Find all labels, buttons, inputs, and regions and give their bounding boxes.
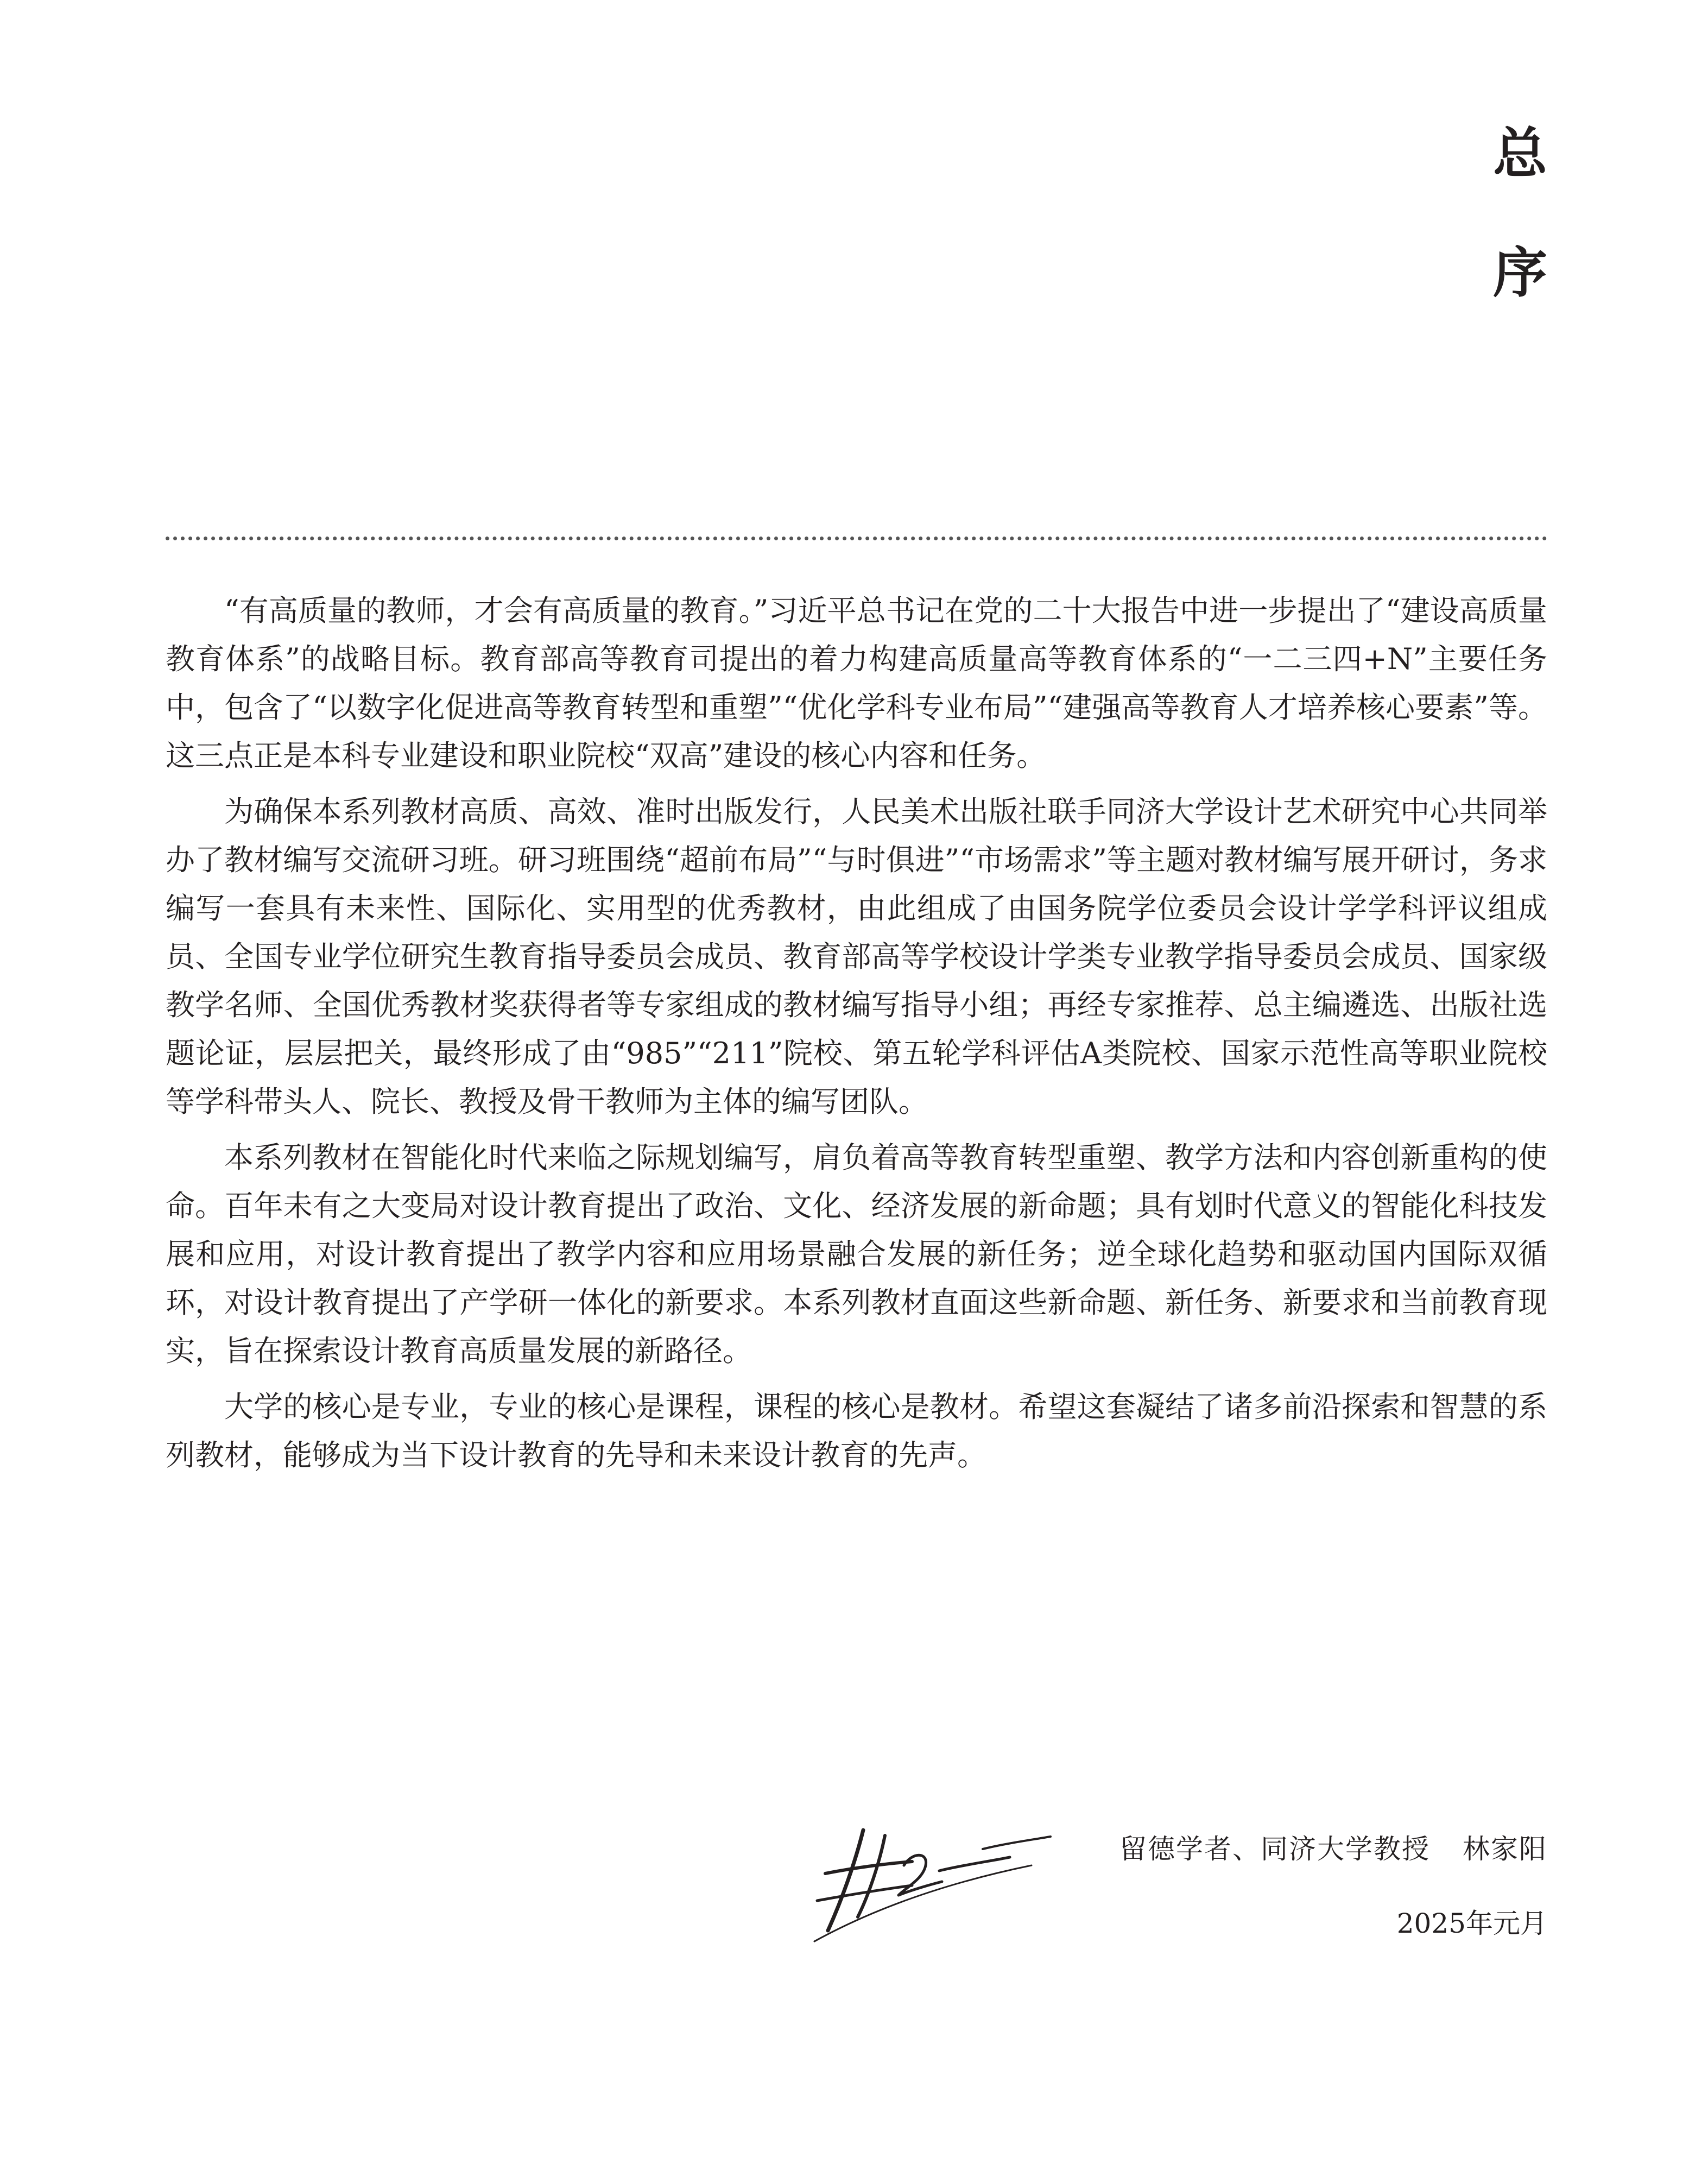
signature-icon [804, 1814, 1059, 1950]
date: 2025年元月 [1396, 1908, 1547, 1939]
preface-body [166, 586, 1547, 1487]
title-char-1: 总 [1493, 121, 1547, 185]
paragraph-4: 大学的核心是专业，专业的核心是课程，课程的核心是教材。希望这套凝结了诸多前沿探索和智慧的系列教材，能够成为当下设计教育的先导和未来设计教育的先声。 [166, 1390, 1547, 1472]
title-char-2: 序 [1493, 241, 1547, 305]
paragraph-3: 本系列教材在智能化时代来临之际规划编写，肩负着高等教育转型重塑、教学方法和内容创新重构的使命。百年未有之大变局对设计教育提出了政治、文化、经济发展的新命题；具有划时代意义的智能化科技发展和应用，对设计教育提出了教学内容和应用场景融合发展的新任务；逆全球化趋势和驱动国内国际双循环，对设计教育提出了产学研一体化的新要求。本系列教材直面这些新命题、新任务、新要求和当前教育现实，旨在探索设计教育高质量发展的新路径。 [166, 1140, 1547, 1368]
author-line [1119, 1833, 1547, 1865]
paragraph-1: “有高质量的教师，才会有高质量的教育。”习近平总书记在党的二十大报告中进一步提出了“建设高质量教育体系”的战略目标。教育部高等教育司提出的着力构建高质量高等教育体系的“一二三四+N”主要任务中，包含了“以数字化促进高等教育转型和重塑”“优化学科专业布局”“建强高等教育人才培养核心要素”等。这三点正是本科专业建设和职业院校“双高”建设的核心内容和任务。 [166, 594, 1547, 773]
author-title: 留德学者、同济大学教授 [1119, 1833, 1430, 1865]
dotted-divider [166, 537, 1547, 540]
paragraph-2: 为确保本系列教材高质、高效、准时出版发行，人民美术出版社联手同济大学设计艺术研究中心共同举办了教材编写交流研习班。研习班围绕“超前布局”“与时俱进”“市场需求”等主题对教材编写展开研讨，务求编写一套具有未来性、国际化、实用型的优秀教材，由此组成了由国务院学位委员会设计学学科评议组成员、全国专业学位研究生教育指导委员会成员、教育部高等学校设计学类专业教学指导委员会成员、国家级教学名师、全国优秀教材奖获得者等专家组成的教材编写指导小组；再经专家推荐、总主编遴选、出版社选题论证，层层把关，最终形成了由“985”“211”院校、第五轮学科评估A类院校、国家示范性高等职业院校等学科带头人、院长、教授及骨干教师为主体的编写团队。 [166, 794, 1547, 1119]
author-name: 林家阳 [1463, 1833, 1547, 1865]
